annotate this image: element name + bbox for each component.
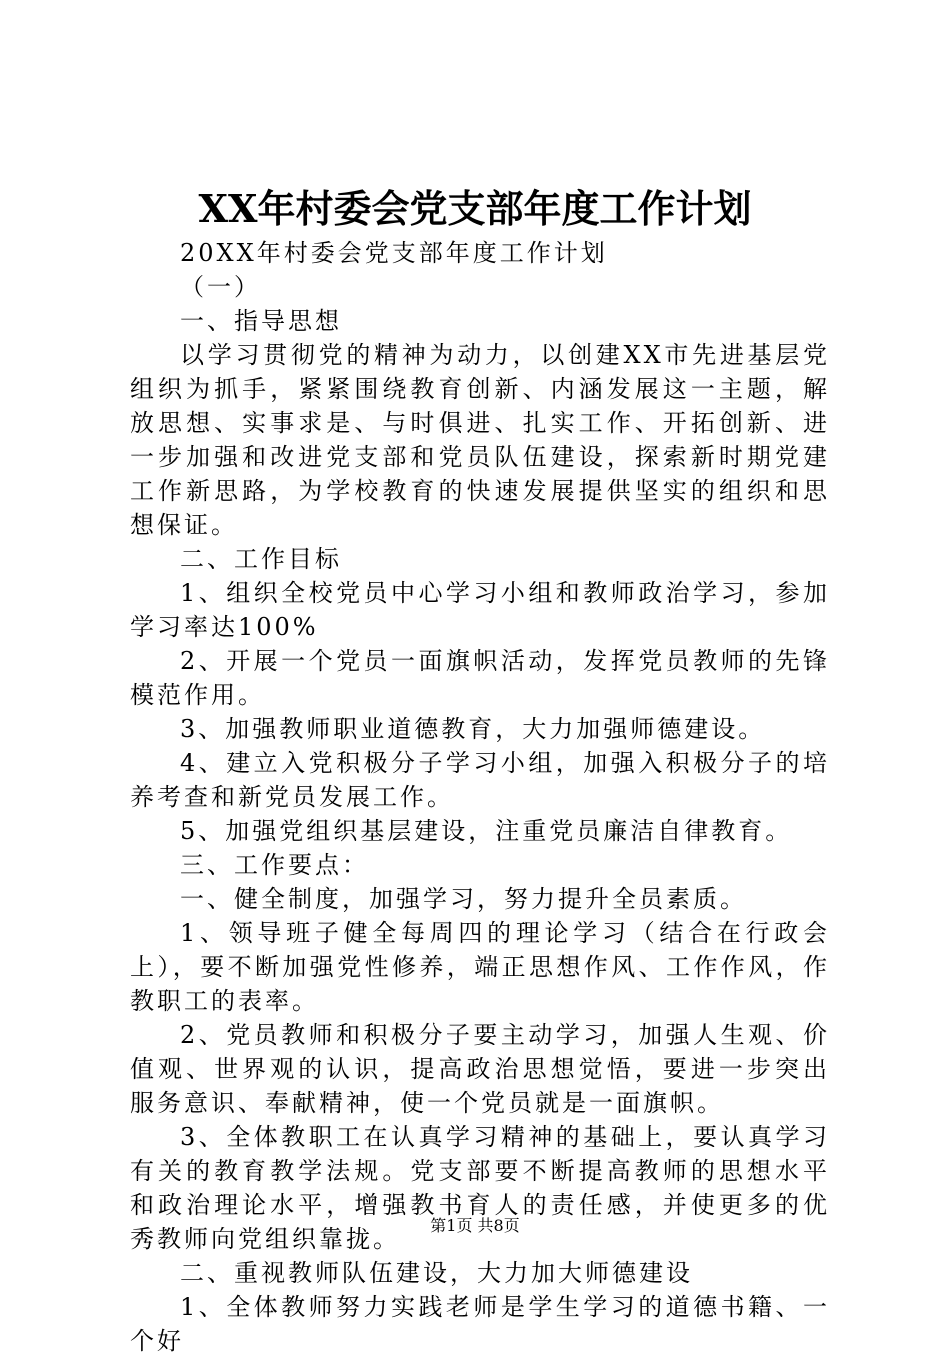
point-item-2: 2、党员教师和积极分子要主动学习，加强人生观、价值观、世界观的认识，提高政治思想觉悟，要进一步突出服务意识、奉献精神，使一个党员就是一面旗帜。 bbox=[130, 1021, 830, 1117]
goal-item-1: 1、组织全校党员中心学习小组和教师政治学习，参加学习率达100% bbox=[130, 579, 830, 641]
heading-guiding-ideology: 一、指导思想 bbox=[180, 307, 342, 335]
goal-item-2: 2、开展一个党员一面旗帜活动，发挥党员教师的先锋模范作用。 bbox=[130, 647, 830, 709]
goal-item-3: 3、加强教师职业道德教育，大力加强师德建设。 bbox=[180, 715, 766, 743]
goal-item-5: 5、加强党组织基层建设，注重党员廉洁自律教育。 bbox=[180, 817, 793, 845]
heading-work-points: 三、工作要点： bbox=[180, 851, 369, 879]
goal-item-4: 4、建立入党积极分子学习小组，加强入积极分子的培养考查和新党员发展工作。 bbox=[130, 749, 830, 811]
subheading-system-study: 一、健全制度，加强学习，努力提升全员素质。 bbox=[180, 885, 747, 913]
point-item-3: 3、全体教职工在认真学习精神的基础上，要认真学习有关的教育教学法规。党支部要不断提高教师的思想水平和政治理论水平，增强教书育人的责任感，并使更多的优秀教师向党组织靠拢。 bbox=[130, 1123, 830, 1253]
point-item-1: 1、领导班子健全每周四的理论学习（结合在行政会上），要不断加强党性修养，端正思想作风、工作作风，作教职工的表率。 bbox=[130, 919, 830, 1015]
subtitle-paragraph: 20XX年村委会党支部年度工作计划 bbox=[180, 239, 608, 267]
document-body bbox=[130, 236, 830, 1358]
paragraph-guiding-ideology: 以学习贯彻党的精神为动力，以创建XX市先进基层党组织为抓手，紧紧围绕教育创新、内涵发展这一主题，解放思想、实事求是、与时俱进、扎实工作、开拓创新、进一步加强和改进党支部和党员队伍建设，探索新时期党建工作新思路，为学校教育的快速发展提供坚实的组织和思想保证。 bbox=[130, 341, 830, 539]
document-title: XX年村委会党支部年度工作计划 bbox=[198, 186, 752, 231]
subheading-teacher-team: 二、重视教师队伍建设，大力加大师德建设 bbox=[180, 1259, 693, 1287]
page-number-footer: 第1页 共8页 bbox=[430, 1216, 520, 1235]
section-number: （一） bbox=[180, 273, 261, 301]
heading-work-goals: 二、工作目标 bbox=[180, 545, 342, 573]
teacher-item-1: 1、全体教师努力实践老师是学生学习的道德书籍、一个好 bbox=[130, 1293, 830, 1355]
